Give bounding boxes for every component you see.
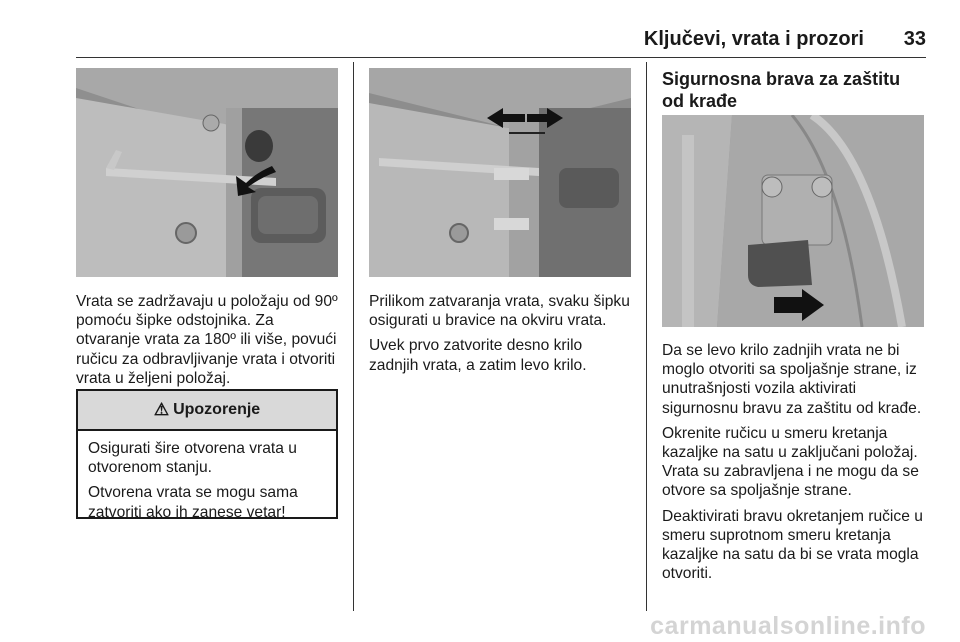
warning-header [78,391,336,431]
closing-paragraph: Prilikom zatvaranja vrata, svaku šipku osigurati u bravice na okviru vrata. [369,293,630,330]
page-number: 33 [903,28,926,50]
lock-deactivate-paragraph: Deaktivirati bravu okretanjem ručice u smeru suprotnom smeru kretanja kazaljke na satu da bi se vrata mogla otvoriti. [662,507,923,583]
closing-order-paragraph: Uvek prvo zatvorite desno krilo zadnjih vrata, a zatim levo krilo. [369,337,587,374]
lock-activate-paragraph: Okrenite ručicu u smeru kretanja kazaljke na satu u zaključani položaj. Vrata su zabravljena i ne mogu da se otvore sa spoljašnje strane. [662,424,919,500]
column-divider-right [646,62,647,611]
warning-paragraph: Otvorena vrata se mogu sama zatvoriti ako ih zanese vetar! [88,484,298,521]
header-title: Ključevi, vrata i prozori [643,28,864,50]
section-heading: Sigurnosna brava za zaštitu od krađe [662,69,901,111]
warning-body [78,431,336,522]
figure-theft-lock-lever [662,115,924,327]
middle-column-text [369,292,635,381]
left-column-text [76,292,340,394]
warning-title: Upozorenje [173,401,261,418]
warning-paragraph: Osigurati šire otvorena vrata u otvorenom stanju. [88,440,297,477]
column-divider-left [353,62,354,611]
watermark: carmanualsonline.info [650,612,926,640]
stop-rod-paragraph: Vrata se zadržavaju u položaju od 90º pomoću šipke odstojnika. Za otvaranje vrata za 180º ili više, povući ručicu za odbravljivanje vrata i otvoriti vrata u željeni položaj. [76,293,338,387]
warning-box [76,389,338,519]
figure-door-stop-rod [76,68,338,277]
lock-purpose-paragraph: Da se levo krilo zadnjih vrata ne bi moglo otvoriti sa spoljašnje strane, iz unutrašnjosti vozila aktivirati sigurnosnu bravu za zaštitu od krađe. [662,342,922,417]
header-rule [76,57,926,58]
warning-triangle-icon: ⚠ [153,400,170,419]
figure-door-closing-order [369,68,631,277]
right-column-text [662,341,928,589]
